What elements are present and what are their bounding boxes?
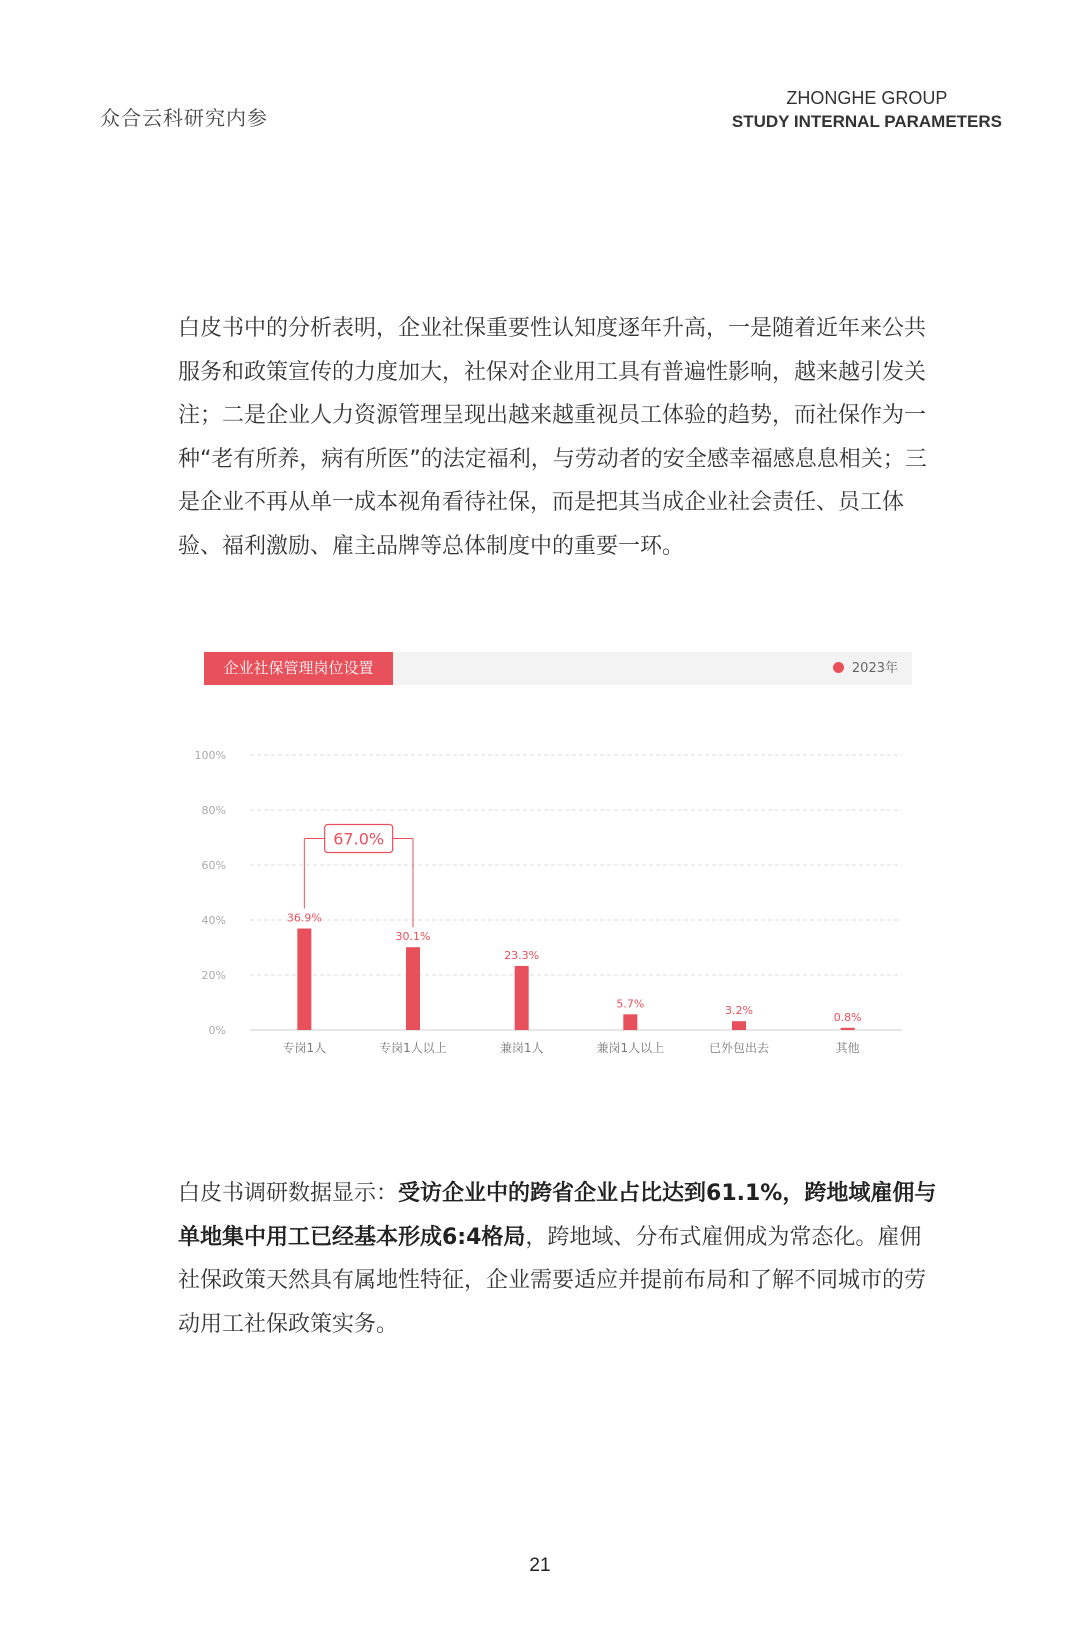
y-tick-label: 0% xyxy=(208,1024,226,1037)
chart-header xyxy=(204,652,912,685)
bar xyxy=(406,947,420,1030)
data-label: 3.2% xyxy=(725,1004,753,1018)
y-tick-label: 20% xyxy=(201,969,226,982)
report-title: 众合云科研究内参 xyxy=(100,106,268,130)
chart-title: 企业社保管理岗位设置 xyxy=(204,652,393,685)
x-tick-label: 专岗1人 xyxy=(282,1041,327,1055)
brand-name: ZHONGHE GROUP xyxy=(786,88,948,108)
survey-paragraph xyxy=(178,1172,938,1346)
data-label: 30.1% xyxy=(395,930,431,944)
survey-rest: ，跨地域、分布式雇佣成为常态化。雇佣社保政策天然具有属地性特征，企业需要适应并提前布局和了解不同城市的劳动用工社保政策实务。 xyxy=(178,1224,927,1337)
bar xyxy=(623,1014,637,1030)
brand-block xyxy=(732,86,1002,134)
data-label: 5.7% xyxy=(616,997,645,1011)
x-tick-label: 兼岗1人 xyxy=(499,1041,544,1055)
x-tick-label: 专岗1人以上 xyxy=(379,1041,447,1055)
data-label: 36.9% xyxy=(286,911,322,925)
chart-legend xyxy=(833,652,898,685)
data-label: 23.3% xyxy=(504,948,540,962)
annotation-label: 67.0% xyxy=(333,829,385,849)
bar xyxy=(732,1021,746,1030)
x-tick-label: 其他 xyxy=(835,1041,860,1055)
survey-intro: 白皮书调研数据显示： xyxy=(178,1181,399,1206)
legend-label: 2023年 xyxy=(851,661,898,676)
y-tick-label: 80% xyxy=(201,804,226,817)
bar xyxy=(297,929,311,1030)
page-number: 21 xyxy=(529,1555,551,1576)
bar-chart xyxy=(190,730,910,1060)
x-tick-label: 已外包出去 xyxy=(708,1041,770,1055)
data-label: 0.8% xyxy=(833,1010,862,1024)
legend-dot-icon xyxy=(833,662,844,673)
bar xyxy=(841,1028,855,1030)
analysis-paragraph: 白皮书中的分析表明，企业社保重要性认知度逐年升高，一是随着近年来公共服务和政策宣传的力度加大，社保对企业用工具有普遍性影响，越来越引发关注；二是企业人力资源管理呈现出越来越重视员工体验的趋势，而社保作为一种“老有所养，病有所医”的法定福利，与劳动者的安全感幸福感息息相关；三是企业不再从单一成本视角看待社保，而是把其当成企业社会责任、员工体验、福利激励、雇主品牌等总体制度中的重要一环。 xyxy=(178,316,927,559)
bar xyxy=(515,966,529,1030)
x-tick-label: 兼岗1人以上 xyxy=(596,1041,665,1055)
y-tick-label: 40% xyxy=(201,914,226,927)
y-tick-label: 100% xyxy=(194,749,226,762)
brand-subtitle: STUDY INTERNAL PARAMETERS xyxy=(731,112,1002,131)
y-tick-label: 60% xyxy=(201,859,226,872)
survey-highlight: 受访企业中的跨省企业占比达到61.1%，跨地域雇佣与单地集中用工已经基本形成6:4格局 xyxy=(178,1181,937,1250)
